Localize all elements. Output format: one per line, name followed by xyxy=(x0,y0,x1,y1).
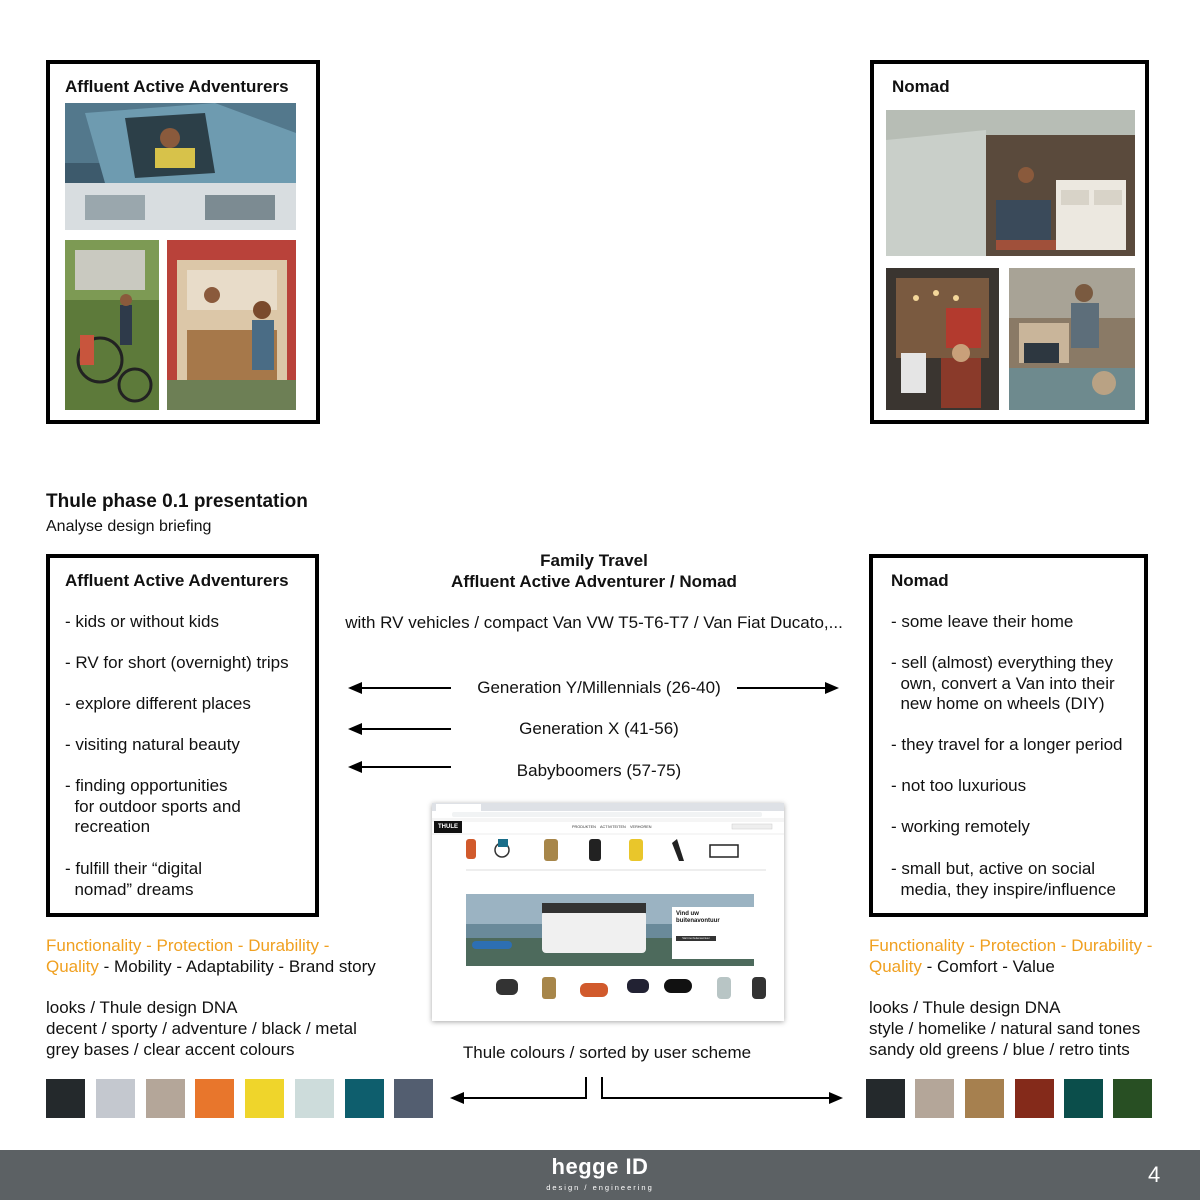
arrow-line xyxy=(360,766,451,768)
left-looks-line2: decent / sporty / adventure / black / metal xyxy=(46,1019,357,1038)
left-values-quality: Quality xyxy=(46,957,99,976)
website-banner-title: Vind uw buitenavontuur xyxy=(676,911,720,924)
right-looks: looks / Thule design DNA xyxy=(869,998,1061,1017)
moodboard-affluent-title: Affluent Active Adventurers xyxy=(65,77,289,96)
list-item: - RV for short (overnight) trips xyxy=(65,653,289,672)
brand-logo: hegge ID xyxy=(551,1154,649,1179)
list-item: - fulfill their “digital nomad” dreams xyxy=(65,859,202,899)
colour-swatch xyxy=(345,1079,384,1118)
right-looks-line3: sandy old greens / blue / retro tints xyxy=(869,1040,1130,1059)
box-nomad-title: Nomad xyxy=(891,571,949,590)
generation-y: Generation Y/Millennials (26-40) xyxy=(477,678,721,697)
brand-tagline: design / engineering xyxy=(546,1183,654,1192)
moodboard-nomad-title: Nomad xyxy=(892,77,950,96)
photo-family-in-van xyxy=(167,240,296,410)
center-vehicles: with RV vehicles / compact Van VW T5-T6-T7 / Van Fiat Ducato,... xyxy=(345,613,843,632)
colours-caption: Thule colours / sorted by user scheme xyxy=(462,1043,752,1062)
colour-swatch xyxy=(295,1079,334,1118)
website-nav-stories: VERHOREN xyxy=(630,825,652,829)
colour-swatch xyxy=(1015,1079,1054,1118)
colour-swatch xyxy=(245,1079,284,1118)
right-values-rest: - Comfort - Value xyxy=(921,957,1055,976)
left-values-orange1: Functionality - Protection - Durability - xyxy=(46,936,330,955)
page-title: Thule phase 0.1 presentation xyxy=(46,491,308,512)
generation-boomers: Babyboomers (57-75) xyxy=(516,761,682,780)
colour-swatch xyxy=(195,1079,234,1118)
website-logo: THULE xyxy=(434,821,462,833)
colour-swatch xyxy=(146,1079,185,1118)
left-values-line1 xyxy=(46,935,329,956)
arrow-line xyxy=(463,1097,587,1099)
colour-swatch xyxy=(965,1079,1004,1118)
website-nav-activities: ACTIVITEITEN xyxy=(600,825,626,829)
list-item: - not too luxurious xyxy=(891,776,1027,795)
generation-x: Generation X (41-56) xyxy=(519,719,679,738)
box-affluent-title: Affluent Active Adventurers xyxy=(65,571,289,590)
arrow-left-icon xyxy=(450,1092,464,1104)
center-title-family: Family Travel xyxy=(540,551,648,570)
colour-swatch xyxy=(394,1079,433,1118)
thule-website-screenshot xyxy=(432,803,784,1021)
photo-nomad-van-interior xyxy=(886,110,1135,256)
list-item: - visiting natural beauty xyxy=(65,735,240,754)
bracket-right-vertical xyxy=(601,1077,603,1098)
colour-swatch xyxy=(1113,1079,1152,1118)
photo-family-rooftop-tent xyxy=(65,103,296,230)
page-number: 4 xyxy=(1148,1162,1161,1187)
right-values-orange1: Functionality - Protection - Durability - xyxy=(869,936,1153,955)
list-item: - some leave their home xyxy=(891,612,1074,631)
arrow-right-icon xyxy=(829,1092,843,1104)
arrow-line xyxy=(737,687,827,689)
list-item: - they travel for a longer period xyxy=(891,735,1123,754)
website-banner-button: Start met buitenavontuur xyxy=(682,937,710,940)
list-item: - finding opportunities for outdoor sports and recreation xyxy=(65,776,241,836)
arrow-line xyxy=(360,687,451,689)
colour-swatch xyxy=(915,1079,954,1118)
right-values-quality: Quality xyxy=(869,957,922,976)
photo-working-in-van xyxy=(1009,268,1135,410)
center-title-segments: Affluent Active Adventurer / Nomad xyxy=(451,572,737,591)
left-looks: looks / Thule design DNA xyxy=(46,998,238,1017)
colour-swatch xyxy=(96,1079,135,1118)
left-looks-line3: grey bases / clear accent colours xyxy=(46,1040,295,1059)
colour-swatch xyxy=(866,1079,905,1118)
list-item: - working remotely xyxy=(891,817,1030,836)
website-nav-products: PRODUKTEN xyxy=(572,825,596,829)
photo-cyclist-van xyxy=(65,240,159,410)
right-values-line2 xyxy=(869,956,1055,977)
list-item: - small but, active on social media, they inspire/influence xyxy=(891,859,1116,899)
list-item: - explore different places xyxy=(65,694,251,713)
bracket-left-vertical xyxy=(585,1077,587,1098)
arrow-line xyxy=(601,1097,831,1099)
arrow-line xyxy=(360,728,451,730)
colour-swatch xyxy=(1064,1079,1103,1118)
left-values-rest: - Mobility - Adaptability - Brand story xyxy=(98,957,376,976)
colour-swatch xyxy=(46,1079,85,1118)
list-item: - sell (almost) everything they own, convert a Van into their new home on wheels (DIY) xyxy=(891,653,1115,713)
arrow-right-icon xyxy=(825,682,839,694)
list-item: - kids or without kids xyxy=(65,612,219,631)
left-values-line2 xyxy=(46,956,376,977)
right-looks-line2: style / homelike / natural sand tones xyxy=(869,1019,1141,1038)
photo-van-rear-dog xyxy=(886,268,999,410)
page-subtitle: Analyse design briefing xyxy=(46,518,212,535)
right-values-line1 xyxy=(869,935,1152,956)
